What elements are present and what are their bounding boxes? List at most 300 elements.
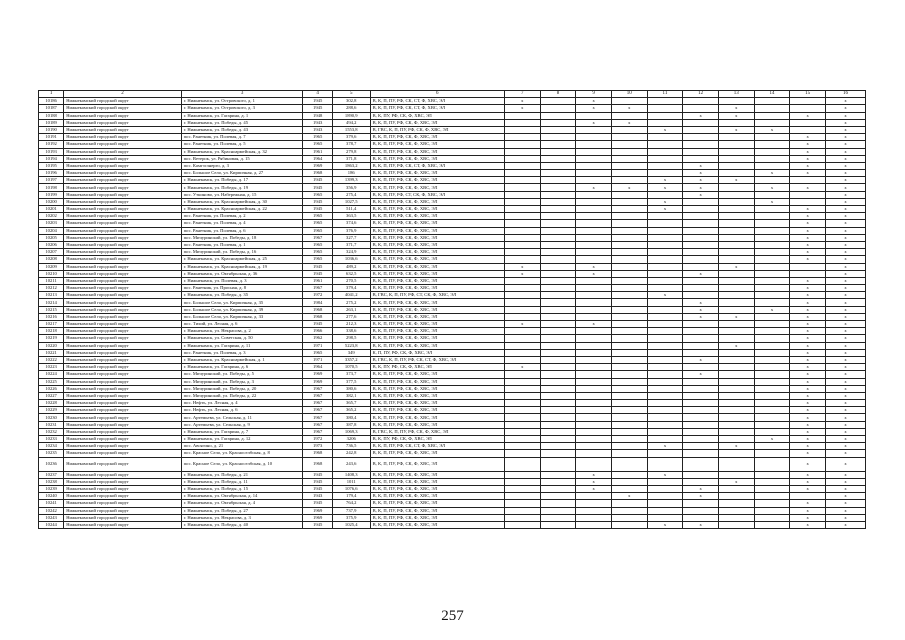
mark-cell-10 <box>611 421 647 428</box>
year-cell: 1967 <box>303 407 332 414</box>
mark-cell-12: x <box>683 306 719 313</box>
mark-cell-11 <box>647 421 683 428</box>
mark-cell-10 <box>611 256 647 263</box>
mark-cell-13 <box>718 299 754 306</box>
mark-cell-14 <box>754 328 790 335</box>
mark-cell-13 <box>718 457 754 471</box>
area-cell: 279,8 <box>332 148 370 155</box>
row-id-cell: 10216 <box>39 313 64 320</box>
mark-cell-14 <box>754 507 790 514</box>
year-cell: 1965 <box>303 349 332 356</box>
mark-cell-16: x <box>825 335 865 342</box>
mark-cell-16: x <box>825 241 865 248</box>
works-cell: В, К, П, ПУ, РФ, СК, Ф, ХВС, ЭЛ <box>370 328 504 335</box>
mark-cell-11 <box>647 249 683 256</box>
district-cell: Нижнекамский городской округ <box>64 148 182 155</box>
mark-cell-7 <box>504 507 540 514</box>
district-cell: Нижнекамский городской округ <box>64 263 182 270</box>
year-cell: 1967 <box>303 385 332 392</box>
mark-cell-12 <box>683 349 719 356</box>
mark-cell-14 <box>754 428 790 435</box>
district-cell: Нижнекамский городской округ <box>64 170 182 177</box>
mark-cell-9 <box>576 220 612 227</box>
year-cell: 1945 <box>303 206 332 213</box>
mark-cell-12 <box>683 155 719 162</box>
mark-cell-16: x <box>825 162 865 169</box>
area-cell: 1408,3 <box>332 471 370 478</box>
mark-cell-8 <box>540 299 576 306</box>
area-cell: 380,6 <box>332 385 370 392</box>
mark-cell-10 <box>611 328 647 335</box>
mark-cell-11 <box>647 220 683 227</box>
mark-cell-8 <box>540 213 576 220</box>
mark-cell-13 <box>718 191 754 198</box>
works-cell: В, К, П, ПУ, РФ, СК, Ф, ХВС, ЭЛ <box>370 285 504 292</box>
address-cell: пос. Мичуринский, ул. Победы, д. 3 <box>181 378 303 385</box>
year-cell: 1943 <box>303 119 332 126</box>
mark-cell-13 <box>718 485 754 492</box>
address-cell: г. Нижнекамск, ул. Островского, д. 3 <box>181 105 303 112</box>
area-cell: 376,9 <box>332 227 370 234</box>
row-id-cell: 10241 <box>39 500 64 507</box>
area-cell: 375,9 <box>332 514 370 521</box>
mark-cell-10 <box>611 349 647 356</box>
mark-cell-11: x <box>647 443 683 450</box>
mark-cell-16: x <box>825 220 865 227</box>
mark-cell-11 <box>647 378 683 385</box>
table-row <box>39 436 866 443</box>
mark-cell-13 <box>718 392 754 399</box>
mark-cell-15: x <box>790 342 826 349</box>
mark-cell-7 <box>504 112 540 119</box>
mark-cell-8 <box>540 335 576 342</box>
row-id-cell: 10233 <box>39 436 64 443</box>
mark-cell-15 <box>790 126 826 133</box>
year-cell: 1968 <box>303 170 332 177</box>
mark-cell-8 <box>540 443 576 450</box>
area-cell: 511,4 <box>332 206 370 213</box>
row-id-cell: 10218 <box>39 328 64 335</box>
mark-cell-13 <box>718 371 754 378</box>
mark-cell-9 <box>576 112 612 119</box>
address-cell: пос. Нефть, ул. Лесная, д. 4 <box>181 400 303 407</box>
mark-cell-14 <box>754 414 790 421</box>
mark-cell-7: x <box>504 263 540 270</box>
mark-cell-7 <box>504 119 540 126</box>
works-cell: В, К, П, ПУ, РФ, СК, Ф, ХВС, ЭЛ <box>370 414 504 421</box>
year-cell: 1969 <box>303 162 332 169</box>
row-id-cell: 10238 <box>39 478 64 485</box>
works-cell: В, К, П, ПУ, РФ, СК, Ф, ХВС, ЭЛ <box>370 184 504 191</box>
mark-cell-8 <box>540 306 576 313</box>
works-cell: В, К, П, ПУ, РФ, СК, СТ, Ф, ХВС, ЭЛ <box>370 443 504 450</box>
mark-cell-14 <box>754 220 790 227</box>
works-cell: В, К, П, ПУ, РФ, СК, Ф, ХВС, ЭЛ <box>370 471 504 478</box>
mark-cell-14 <box>754 119 790 126</box>
year-cell: 1945 <box>303 500 332 507</box>
mark-cell-9 <box>576 249 612 256</box>
mark-cell-7 <box>504 457 540 471</box>
address-cell: г. Нижнекамск, ул. Октябрьская, д. 4 <box>181 500 303 507</box>
address-cell: г. Нижнекамск, ул. Победы, д. 43 <box>181 126 303 133</box>
mark-cell-12 <box>683 443 719 450</box>
mark-cell-11 <box>647 392 683 399</box>
mark-cell-15: x <box>790 514 826 521</box>
address-cell: пос. Большое Село, ул. Кирпичная, д. 35 <box>181 299 303 306</box>
district-cell: Нижнекамский городской округ <box>64 220 182 227</box>
mark-cell-12 <box>683 421 719 428</box>
mark-cell-16: x <box>825 206 865 213</box>
column-number-16: 16 <box>825 91 865 98</box>
district-cell: Нижнекамский городской округ <box>64 277 182 284</box>
area-cell: 1399,3 <box>332 177 370 184</box>
mark-cell-12 <box>683 227 719 234</box>
year-cell: 1965 <box>303 220 332 227</box>
address-cell: пос. Ранетник, ул. Полевая, д. 1 <box>181 241 303 248</box>
mark-cell-16: x <box>825 421 865 428</box>
mark-cell-14 <box>754 385 790 392</box>
works-cell: В, К, П, ПУ, РФ, СТ, СК, Ф, ХВС, ЭЛ <box>370 191 504 198</box>
district-cell: Нижнекамский городской округ <box>64 392 182 399</box>
mark-cell-14 <box>754 478 790 485</box>
table-row <box>39 241 866 248</box>
mark-cell-13 <box>718 292 754 299</box>
mark-cell-12 <box>683 478 719 485</box>
district-cell: Нижнекамский городской округ <box>64 335 182 342</box>
mark-cell-15: x <box>790 241 826 248</box>
mark-cell-9 <box>576 206 612 213</box>
mark-cell-15: x <box>790 184 826 191</box>
area-cell: 377,5 <box>332 378 370 385</box>
year-cell: 1965 <box>303 213 332 220</box>
mark-cell-11 <box>647 407 683 414</box>
mark-cell-13 <box>718 285 754 292</box>
area-cell: 374,6 <box>332 220 370 227</box>
mark-cell-11: x <box>647 126 683 133</box>
mark-cell-13 <box>718 241 754 248</box>
table-row <box>39 141 866 148</box>
mark-cell-10 <box>611 134 647 141</box>
mark-cell-9 <box>576 450 612 457</box>
row-id-cell: 10217 <box>39 321 64 328</box>
address-cell: пос. Авсягино, д. 21 <box>181 443 303 450</box>
district-cell: Нижнекамский городской округ <box>64 485 182 492</box>
district-cell: Нижнекамский городской округ <box>64 105 182 112</box>
mark-cell-15: x <box>790 162 826 169</box>
mark-cell-8 <box>540 184 576 191</box>
mark-cell-11 <box>647 119 683 126</box>
mark-cell-13 <box>718 155 754 162</box>
year-cell: 1969 <box>303 378 332 385</box>
works-cell: В, К, П, ПУ, РФ, СК, Ф, ХВС, ЭЛ <box>370 400 504 407</box>
works-cell: В, К, П, ПУ, РФ, СК, Ф, ХВС, ЭЛ <box>370 155 504 162</box>
mark-cell-12 <box>683 98 719 105</box>
mark-cell-11 <box>647 285 683 292</box>
address-cell: пос. Красное Село, ул. Красноселбская, д. 8 <box>181 450 303 457</box>
works-cell: В, К, П, ПУ, РФ, СК, Ф, ХВС, ЭЛ <box>370 213 504 220</box>
works-cell: К, П, ПУ, РФ, СК, Ф, ХВС, ЭЛ <box>370 349 504 356</box>
mark-cell-10 <box>611 241 647 248</box>
row-id-cell: 10198 <box>39 184 64 191</box>
mark-cell-14 <box>754 407 790 414</box>
mark-cell-16: x <box>825 521 865 528</box>
works-cell: В, К, П, ПУ, РФ, СК, Ф, ХВС, ЭЛ <box>370 485 504 492</box>
mark-cell-10 <box>611 299 647 306</box>
mark-cell-11 <box>647 299 683 306</box>
mark-cell-12: x <box>683 485 719 492</box>
mark-cell-8 <box>540 292 576 299</box>
table-row <box>39 392 866 399</box>
year-cell: 1971 <box>303 356 332 363</box>
mark-cell-12: x <box>683 191 719 198</box>
mark-cell-8 <box>540 414 576 421</box>
year-cell: 1945 <box>303 177 332 184</box>
row-id-cell: 10227 <box>39 392 64 399</box>
mark-cell-7 <box>504 285 540 292</box>
mark-cell-11 <box>647 277 683 284</box>
mark-cell-7 <box>504 414 540 421</box>
mark-cell-9 <box>576 392 612 399</box>
mark-cell-15: x <box>790 306 826 313</box>
year-cell: 1968 <box>303 306 332 313</box>
mark-cell-15: x <box>790 507 826 514</box>
mark-cell-12 <box>683 277 719 284</box>
works-cell: В, К, П, ПУ, РФ, СК, Ф, ХВС, ЭЛ <box>370 148 504 155</box>
mark-cell-12 <box>683 364 719 371</box>
year-cell: 1945 <box>303 98 332 105</box>
mark-cell-11 <box>647 213 683 220</box>
mark-cell-8 <box>540 349 576 356</box>
mark-cell-11 <box>647 450 683 457</box>
mark-cell-8 <box>540 400 576 407</box>
mark-cell-11 <box>647 241 683 248</box>
mark-cell-12 <box>683 241 719 248</box>
mark-cell-13 <box>718 206 754 213</box>
mark-cell-16: x <box>825 277 865 284</box>
mark-cell-12: x <box>683 299 719 306</box>
address-cell: г. Нижнекамск, ул. Октябрьская, д. 14 <box>181 493 303 500</box>
mark-cell-10 <box>611 471 647 478</box>
mark-cell-9 <box>576 507 612 514</box>
table-row <box>39 249 866 256</box>
district-cell: Нижнекамский городской округ <box>64 285 182 292</box>
mark-cell-15: x <box>790 112 826 119</box>
mark-cell-7: x <box>504 364 540 371</box>
address-cell: пос. Ранетник, ул. Полевая, д. 7 <box>181 134 303 141</box>
mark-cell-8 <box>540 198 576 205</box>
mark-cell-7 <box>504 213 540 220</box>
mark-cell-12 <box>683 428 719 435</box>
row-id-cell: 10203 <box>39 220 64 227</box>
mark-cell-8 <box>540 162 576 169</box>
mark-cell-9: x <box>576 485 612 492</box>
row-id-cell: 10240 <box>39 493 64 500</box>
row-id-cell: 10239 <box>39 485 64 492</box>
address-cell: пос. Ранетник, ул. Полевая, д. 3 <box>181 349 303 356</box>
mark-cell-7 <box>504 170 540 177</box>
mark-cell-9 <box>576 371 612 378</box>
mark-cell-9 <box>576 500 612 507</box>
mark-cell-9 <box>576 277 612 284</box>
mark-cell-9 <box>576 198 612 205</box>
address-cell: пос. Нефть, ул. Лесная, д. 6 <box>181 407 303 414</box>
mark-cell-7 <box>504 249 540 256</box>
mark-cell-13 <box>718 98 754 105</box>
works-cell: В, К, П, ПУ, РФ, СК, Ф, ХВС, ЭЛ <box>370 256 504 263</box>
district-cell: Нижнекамский городской округ <box>64 184 182 191</box>
mark-cell-11 <box>647 313 683 320</box>
row-id-cell: 10231 <box>39 421 64 428</box>
mark-cell-7 <box>504 450 540 457</box>
mark-cell-16: x <box>825 306 865 313</box>
mark-cell-15: x <box>790 249 826 256</box>
mark-cell-11: x <box>647 184 683 191</box>
mark-cell-13 <box>718 220 754 227</box>
mark-cell-8 <box>540 342 576 349</box>
table-row <box>39 148 866 155</box>
works-cell: В, К, П, ПУ, РФ, СК, Ф, ХВС, ЭЛ <box>370 521 504 528</box>
mark-cell-8 <box>540 371 576 378</box>
area-cell: 270,5 <box>332 277 370 284</box>
mark-cell-12 <box>683 263 719 270</box>
area-cell: 379,6 <box>332 134 370 141</box>
table-row <box>39 478 866 485</box>
mark-cell-16: x <box>825 112 865 119</box>
table-row <box>39 119 866 126</box>
mark-cell-9 <box>576 285 612 292</box>
year-cell: 1945 <box>303 321 332 328</box>
mark-cell-14 <box>754 162 790 169</box>
row-id-cell: 10232 <box>39 428 64 435</box>
area-cell: 489,2 <box>332 263 370 270</box>
mark-cell-7 <box>504 313 540 320</box>
mark-cell-13 <box>718 213 754 220</box>
district-cell: Нижнекамский городской округ <box>64 227 182 234</box>
row-id-cell: 10211 <box>39 277 64 284</box>
works-cell: В, К, П, ПУ, РФ, СК, Ф, ХВС, ЭЛ <box>370 493 504 500</box>
mark-cell-8 <box>540 177 576 184</box>
area-cell: 186 <box>332 170 370 177</box>
mark-cell-8 <box>540 385 576 392</box>
mark-cell-10 <box>611 450 647 457</box>
address-cell: г. Нижнекамск, ул. Красноармейская, д. 30 <box>181 198 303 205</box>
mark-cell-7 <box>504 421 540 428</box>
mark-cell-12 <box>683 256 719 263</box>
mark-cell-8 <box>540 112 576 119</box>
mark-cell-11 <box>647 112 683 119</box>
mark-cell-13: x <box>718 112 754 119</box>
mark-cell-8 <box>540 277 576 284</box>
mark-cell-9: x <box>576 471 612 478</box>
district-cell: Нижнекамский городской округ <box>64 134 182 141</box>
year-cell: 1968 <box>303 450 332 457</box>
address-cell: г. Нижнекамск, ул. Некрасова, д. 2 <box>181 328 303 335</box>
mark-cell-9: x <box>576 105 612 112</box>
mark-cell-14 <box>754 112 790 119</box>
mark-cell-12 <box>683 285 719 292</box>
mark-cell-11 <box>647 105 683 112</box>
row-id-cell: 10224 <box>39 371 64 378</box>
mark-cell-9 <box>576 378 612 385</box>
mark-cell-15 <box>790 105 826 112</box>
area-cell: 3357,2 <box>332 356 370 363</box>
works-cell: В, К, П, ПУ, РФ, СК, Ф, ХВС, ЭЛ <box>370 371 504 378</box>
mark-cell-14 <box>754 141 790 148</box>
mark-cell-8 <box>540 514 576 521</box>
area-cell: 378,7 <box>332 141 370 148</box>
mark-cell-12: x <box>683 184 719 191</box>
works-cell: В, К, П, ПУ, РФ, СК, СТ, Ф, ХВС, ЭЛ <box>370 162 504 169</box>
table-row <box>39 521 866 528</box>
mark-cell-7 <box>504 371 540 378</box>
mark-cell-14 <box>754 371 790 378</box>
mark-cell-15: x <box>790 170 826 177</box>
table-row <box>39 299 866 306</box>
mark-cell-10 <box>611 227 647 234</box>
table-row <box>39 450 866 457</box>
table-row <box>39 292 866 299</box>
mark-cell-16: x <box>825 392 865 399</box>
mark-cell-14 <box>754 270 790 277</box>
row-id-cell: 10187 <box>39 105 64 112</box>
mark-cell-12: x <box>683 170 719 177</box>
year-cell: 1948 <box>303 112 332 119</box>
mark-cell-12 <box>683 392 719 399</box>
row-id-cell: 10201 <box>39 206 64 213</box>
mark-cell-11 <box>647 514 683 521</box>
mark-cell-7 <box>504 220 540 227</box>
table-row <box>39 400 866 407</box>
table-row <box>39 220 866 227</box>
mark-cell-9 <box>576 141 612 148</box>
mark-cell-10 <box>611 514 647 521</box>
table-row <box>39 342 866 349</box>
district-cell: Нижнекамский городской округ <box>64 313 182 320</box>
mark-cell-12 <box>683 148 719 155</box>
mark-cell-9 <box>576 493 612 500</box>
mark-cell-16: x <box>825 378 865 385</box>
mark-cell-15: x <box>790 471 826 478</box>
mark-cell-14 <box>754 521 790 528</box>
mark-cell-10 <box>611 335 647 342</box>
mark-cell-15: x <box>790 277 826 284</box>
district-cell: Нижнекамский городской округ <box>64 234 182 241</box>
mark-cell-8 <box>540 270 576 277</box>
mark-cell-11 <box>647 400 683 407</box>
mark-cell-13 <box>718 162 754 169</box>
district-cell: Нижнекамский городской округ <box>64 249 182 256</box>
works-cell: В, К, П, ПУ, РФ, СК, Ф, ХВС, ЭЛ <box>370 478 504 485</box>
mark-cell-10 <box>611 126 647 133</box>
district-cell: Нижнекамский городской округ <box>64 428 182 435</box>
row-id-cell: 10208 <box>39 256 64 263</box>
mark-cell-16: x <box>825 170 865 177</box>
mark-cell-11 <box>647 328 683 335</box>
year-cell: 1968 <box>303 313 332 320</box>
year-cell: 1967 <box>303 234 332 241</box>
mark-cell-15: x <box>790 364 826 371</box>
mark-cell-10 <box>611 364 647 371</box>
mark-cell-8 <box>540 313 576 320</box>
works-cell: В, К, П, ПУ, РФ, СК, Ф, ХВС, ЭЛ <box>370 378 504 385</box>
mark-cell-9 <box>576 385 612 392</box>
mark-cell-14 <box>754 421 790 428</box>
works-cell: В, К, П, ПУ, РФ, СК, Ф, ХВС, ЭЛ <box>370 385 504 392</box>
mark-cell-7 <box>504 277 540 284</box>
mark-cell-11 <box>647 170 683 177</box>
mark-cell-9 <box>576 126 612 133</box>
mark-cell-14 <box>754 177 790 184</box>
